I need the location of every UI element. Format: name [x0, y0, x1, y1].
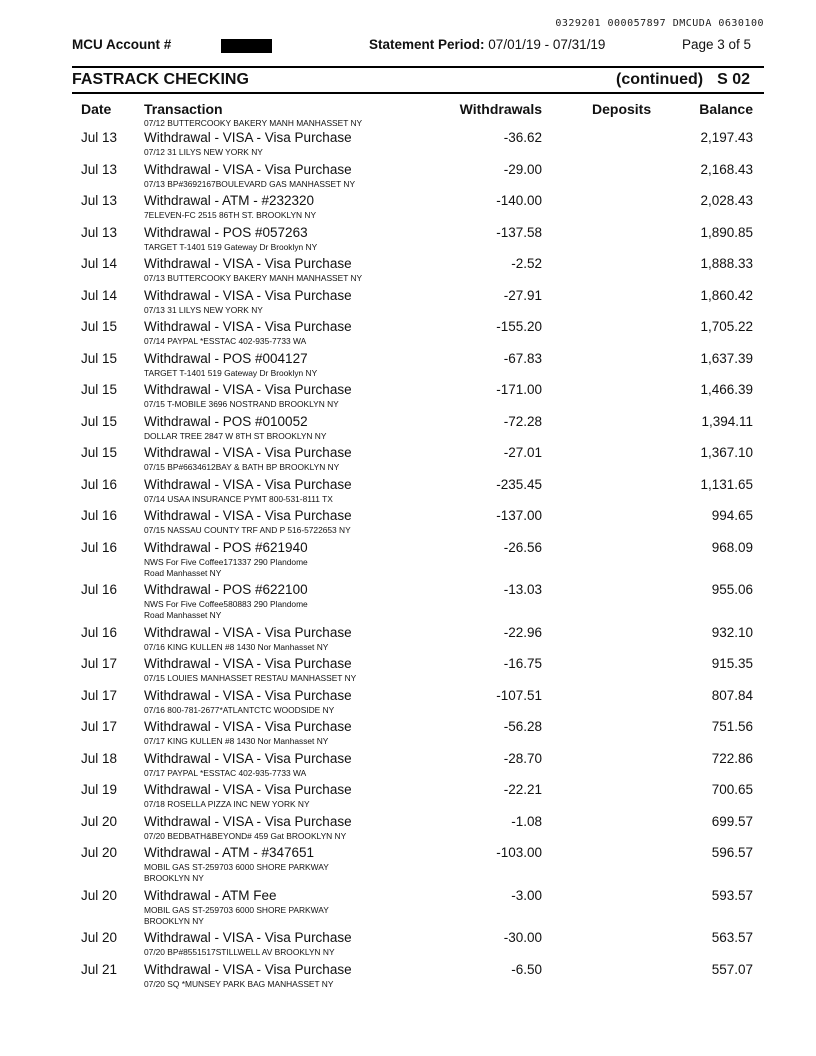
transaction-row [72, 929, 764, 961]
transaction-detail: 07/20 SQ *MUNSEY PARK BAG MANHASSET NY [144, 978, 334, 989]
transaction-balance: 915.35 [711, 656, 753, 671]
transaction-date: Jul 15 [81, 319, 118, 334]
transaction-detail: 07/20 BP#8551517STILLWELL AV BROOKLYN NY [144, 947, 335, 957]
account-label: MCU Account # [72, 37, 172, 52]
transaction-balance: 557.07 [711, 961, 753, 977]
transaction-date: Jul 20 [81, 845, 118, 860]
transaction-description: Withdrawal - POS #621940 [144, 539, 308, 555]
transaction-detail: 07/15 NASSAU COUNTY TRF AND P 516-5722653 NY [144, 525, 351, 535]
section-name: FASTRACK CHECKING [72, 71, 249, 88]
column-date: Date [81, 101, 112, 117]
transaction-date: Jul 17 [81, 687, 118, 703]
transaction-description: Withdrawal - VISA - Visa Purchase [144, 161, 352, 177]
transaction-date: Jul 20 [81, 887, 118, 903]
transaction-description: Withdrawal - VISA - Visa Purchase [144, 319, 352, 334]
transaction-withdrawal: -28.70 [503, 750, 542, 766]
transaction-date: Jul 20 [81, 930, 118, 945]
transaction-withdrawal: -16.75 [503, 656, 542, 671]
transaction-withdrawal: -22.96 [503, 624, 542, 640]
column-balance: Balance [699, 101, 753, 117]
transaction-balance: 751.56 [711, 719, 753, 734]
transaction-row [72, 413, 764, 445]
transaction-balance: 2,168.43 [700, 161, 753, 177]
transaction-withdrawal: -67.83 [503, 350, 542, 366]
transaction-withdrawal: -6.50 [511, 961, 542, 977]
transaction-date: Jul 15 [81, 382, 118, 397]
transaction-balance: 1,860.42 [700, 287, 753, 303]
transaction-detail: MOBIL GAS ST-259703 6000 SHORE PARKWAY [144, 862, 329, 872]
statement-period [369, 37, 605, 52]
transaction-row [72, 507, 764, 539]
transaction-description: Withdrawal - ATM - #232320 [144, 193, 315, 208]
transaction-withdrawal: -29.00 [503, 161, 542, 177]
transaction-withdrawal: -2.52 [511, 256, 542, 271]
statement-tracking-code: 0329201 000057897 DMCUDA 0630100 [555, 18, 764, 29]
transaction-balance: 1,890.85 [700, 224, 753, 240]
transaction-row [72, 781, 764, 813]
transaction-detail: 07/14 PAYPAL *ESSTAC 402-935-7733 WA [144, 336, 307, 346]
transaction-balance: 593.57 [711, 887, 753, 903]
transaction-withdrawal: -137.00 [496, 508, 542, 523]
transaction-detail-continued: BROOKLYN NY [144, 873, 204, 883]
transaction-description: Withdrawal - VISA - Visa Purchase [144, 256, 352, 271]
transaction-row [72, 687, 764, 719]
section-continued: (continued) [616, 71, 704, 88]
transaction-withdrawal: -27.91 [503, 287, 542, 303]
section-code: S 02 [717, 71, 750, 88]
transaction-description: Withdrawal - VISA - Visa Purchase [144, 508, 352, 523]
transaction-detail: 07/17 KING KULLEN #8 1430 Nor Manhasset NY [144, 736, 329, 746]
transaction-withdrawal: -72.28 [503, 413, 542, 429]
transaction-row [72, 961, 764, 993]
transaction-withdrawal: -137.58 [496, 224, 542, 240]
transaction-row [72, 287, 764, 319]
transaction-withdrawal: -140.00 [496, 193, 542, 208]
carryover-detail: 07/12 BUTTERCOOKY BAKERY MANH MANHASSET NY [144, 118, 363, 128]
transaction-balance: 955.06 [711, 582, 753, 597]
transaction-list [72, 118, 764, 992]
transaction-detail: NWS For Five Coffee580883 290 Plandome [144, 599, 308, 609]
transaction-date: Jul 17 [81, 656, 118, 671]
transaction-date: Jul 16 [81, 476, 118, 492]
transaction-row [72, 192, 764, 224]
transaction-date: Jul 21 [81, 961, 118, 977]
transaction-date: Jul 15 [81, 350, 118, 366]
transaction-balance: 1,637.39 [700, 350, 753, 366]
transaction-detail-continued: Road Manhasset NY [144, 610, 222, 620]
transaction-description: Withdrawal - VISA - Visa Purchase [144, 930, 352, 945]
transaction-detail: 07/12 31 LILYS NEW YORK NY [144, 147, 263, 157]
transaction-date: Jul 17 [81, 719, 118, 734]
transaction-row [72, 539, 764, 582]
transaction-detail: 7ELEVEN-FC 2515 86TH ST. BROOKLYN NY [144, 210, 317, 220]
transaction-withdrawal: -155.20 [496, 319, 542, 334]
transaction-detail: 07/15 T-MOBILE 3696 NOSTRAND BROOKLYN NY [144, 399, 339, 409]
transaction-description: Withdrawal - ATM Fee [144, 887, 277, 903]
transaction-description: Withdrawal - POS #622100 [144, 582, 308, 597]
transaction-date: Jul 16 [81, 539, 118, 555]
transaction-detail-continued: Road Manhasset NY [144, 567, 222, 578]
transaction-date: Jul 16 [81, 624, 118, 640]
transaction-description: Withdrawal - POS #057263 [144, 224, 308, 240]
section-header [72, 66, 764, 94]
transaction-date: Jul 15 [81, 445, 118, 460]
transaction-row [72, 381, 764, 413]
transaction-detail: 07/20 BEDBATH&BEYOND# 459 Gat BROOKLYN NY [144, 830, 347, 841]
transaction-withdrawal: -1.08 [511, 813, 542, 829]
transaction-date: Jul 20 [81, 813, 118, 829]
transaction-description: Withdrawal - VISA - Visa Purchase [144, 287, 352, 303]
transaction-balance: 699.57 [711, 813, 753, 829]
transaction-detail: 07/13 BP#3692167BOULEVARD GAS MANHASSET NY [144, 178, 356, 189]
transaction-row [72, 750, 764, 782]
transaction-detail: MOBIL GAS ST-259703 6000 SHORE PARKWAY [144, 904, 329, 915]
period-value: 07/01/19 - 07/31/19 [488, 37, 606, 52]
transaction-balance: 1,705.22 [700, 319, 753, 334]
transaction-balance: 2,028.43 [700, 193, 753, 208]
transaction-withdrawal: -107.51 [496, 687, 542, 703]
transaction-row [72, 255, 764, 287]
transaction-detail: 07/17 PAYPAL *ESSTAC 402-935-7733 WA [144, 767, 307, 778]
transaction-detail: 07/18 ROSELLA PIZZA INC NEW YORK NY [144, 799, 310, 809]
transaction-detail: 07/13 BUTTERCOOKY BAKERY MANH MANHASSET NY [144, 273, 363, 283]
transaction-description: Withdrawal - VISA - Visa Purchase [144, 961, 352, 977]
transaction-withdrawal: -235.45 [496, 476, 542, 492]
transaction-row [72, 444, 764, 476]
transaction-date: Jul 14 [81, 256, 118, 271]
transaction-detail: 07/15 BP#6634612BAY & BATH BP BROOKLYN NY [144, 462, 340, 472]
transaction-description: Withdrawal - ATM - #347651 [144, 845, 315, 860]
transaction-withdrawal: -26.56 [503, 539, 542, 555]
transaction-description: Withdrawal - VISA - Visa Purchase [144, 813, 352, 829]
transaction-date: Jul 13 [81, 130, 118, 145]
transaction-description: Withdrawal - VISA - Visa Purchase [144, 782, 352, 797]
transaction-date: Jul 16 [81, 508, 118, 523]
transaction-balance: 1,888.33 [700, 256, 753, 271]
transaction-detail-continued: BROOKLYN NY [144, 915, 204, 926]
transaction-row [72, 844, 764, 887]
transaction-description: Withdrawal - VISA - Visa Purchase [144, 719, 352, 734]
transaction-withdrawal: -27.01 [503, 445, 542, 460]
transaction-detail: 07/14 USAA INSURANCE PYMT 800-531-8111 TX [144, 493, 333, 504]
transaction-date: Jul 15 [81, 413, 118, 429]
transaction-date: Jul 13 [81, 224, 118, 240]
transaction-row [72, 350, 764, 382]
transaction-row [72, 318, 764, 350]
transaction-date: Jul 19 [81, 782, 118, 797]
transaction-date: Jul 14 [81, 287, 118, 303]
transaction-balance: 563.57 [711, 930, 753, 945]
transaction-detail: NWS For Five Coffee171337 290 Plandome [144, 556, 308, 567]
transaction-balance: 807.84 [711, 687, 753, 703]
redacted-account-number [221, 39, 272, 53]
transaction-withdrawal: -36.62 [503, 130, 542, 145]
transaction-description: Withdrawal - POS #004127 [144, 350, 308, 366]
column-transaction: Transaction [144, 101, 223, 117]
transaction-detail: TARGET T-1401 519 Gateway Dr Brooklyn NY [144, 241, 318, 252]
transaction-balance: 932.10 [711, 624, 753, 640]
transaction-description: Withdrawal - POS #010052 [144, 413, 308, 429]
transaction-balance: 596.57 [711, 845, 753, 860]
transaction-balance: 1,466.39 [700, 382, 753, 397]
transaction-withdrawal: -22.21 [503, 782, 542, 797]
transaction-description: Withdrawal - VISA - Visa Purchase [144, 687, 352, 703]
transaction-description: Withdrawal - VISA - Visa Purchase [144, 130, 352, 145]
transaction-description: Withdrawal - VISA - Visa Purchase [144, 656, 352, 671]
transaction-date: Jul 18 [81, 750, 118, 766]
transaction-row [72, 581, 764, 624]
period-label: Statement Period: [369, 37, 485, 52]
column-deposits: Deposits [592, 101, 652, 117]
transaction-description: Withdrawal - VISA - Visa Purchase [144, 382, 352, 397]
transaction-balance: 968.09 [711, 539, 753, 555]
transaction-detail: 07/15 LOUIES MANHASSET RESTAU MANHASSET NY [144, 673, 357, 683]
transaction-row [72, 224, 764, 256]
transaction-description: Withdrawal - VISA - Visa Purchase [144, 624, 352, 640]
transaction-description: Withdrawal - VISA - Visa Purchase [144, 445, 352, 460]
transaction-balance: 1,394.11 [701, 413, 753, 429]
transaction-date: Jul 13 [81, 161, 118, 177]
transaction-description: Withdrawal - VISA - Visa Purchase [144, 476, 352, 492]
transaction-withdrawal: -30.00 [503, 930, 542, 945]
transaction-balance: 1,131.65 [700, 476, 753, 492]
transaction-row [72, 655, 764, 687]
column-withdrawals: Withdrawals [459, 101, 542, 117]
transaction-date: Jul 16 [81, 582, 118, 597]
transaction-balance: 994.65 [711, 508, 753, 523]
transaction-row [72, 161, 764, 193]
transaction-date: Jul 13 [81, 193, 118, 208]
transaction-balance: 700.65 [711, 782, 753, 797]
transaction-row [72, 624, 764, 656]
transaction-balance: 722.86 [711, 750, 753, 766]
transaction-withdrawal: -56.28 [503, 719, 542, 734]
statement-header [72, 37, 764, 55]
transaction-detail: 07/16 800-781-2677*ATLANTCTC WOODSIDE NY [144, 704, 335, 715]
transaction-withdrawal: -13.03 [503, 582, 542, 597]
transaction-detail: DOLLAR TREE 2847 W 8TH ST BROOKLYN NY [144, 430, 327, 441]
transaction-row [72, 718, 764, 750]
transaction-balance: 1,367.10 [700, 445, 753, 460]
transaction-row [72, 129, 764, 161]
column-headers [72, 101, 764, 119]
transaction-withdrawal: -171.00 [496, 382, 542, 397]
transaction-withdrawal: -3.00 [511, 887, 542, 903]
transaction-withdrawal: -103.00 [496, 845, 542, 860]
transaction-detail: TARGET T-1401 519 Gateway Dr Brooklyn NY [144, 367, 318, 378]
page-number: Page 3 of 5 [681, 37, 751, 52]
transaction-balance: 2,197.43 [700, 130, 753, 145]
transaction-row [72, 813, 764, 845]
transaction-row [72, 887, 764, 930]
transaction-description: Withdrawal - VISA - Visa Purchase [144, 750, 352, 766]
transaction-row [72, 476, 764, 508]
transaction-detail: 07/16 KING KULLEN #8 1430 Nor Manhasset NY [144, 641, 329, 652]
transaction-detail: 07/13 31 LILYS NEW YORK NY [144, 304, 263, 315]
